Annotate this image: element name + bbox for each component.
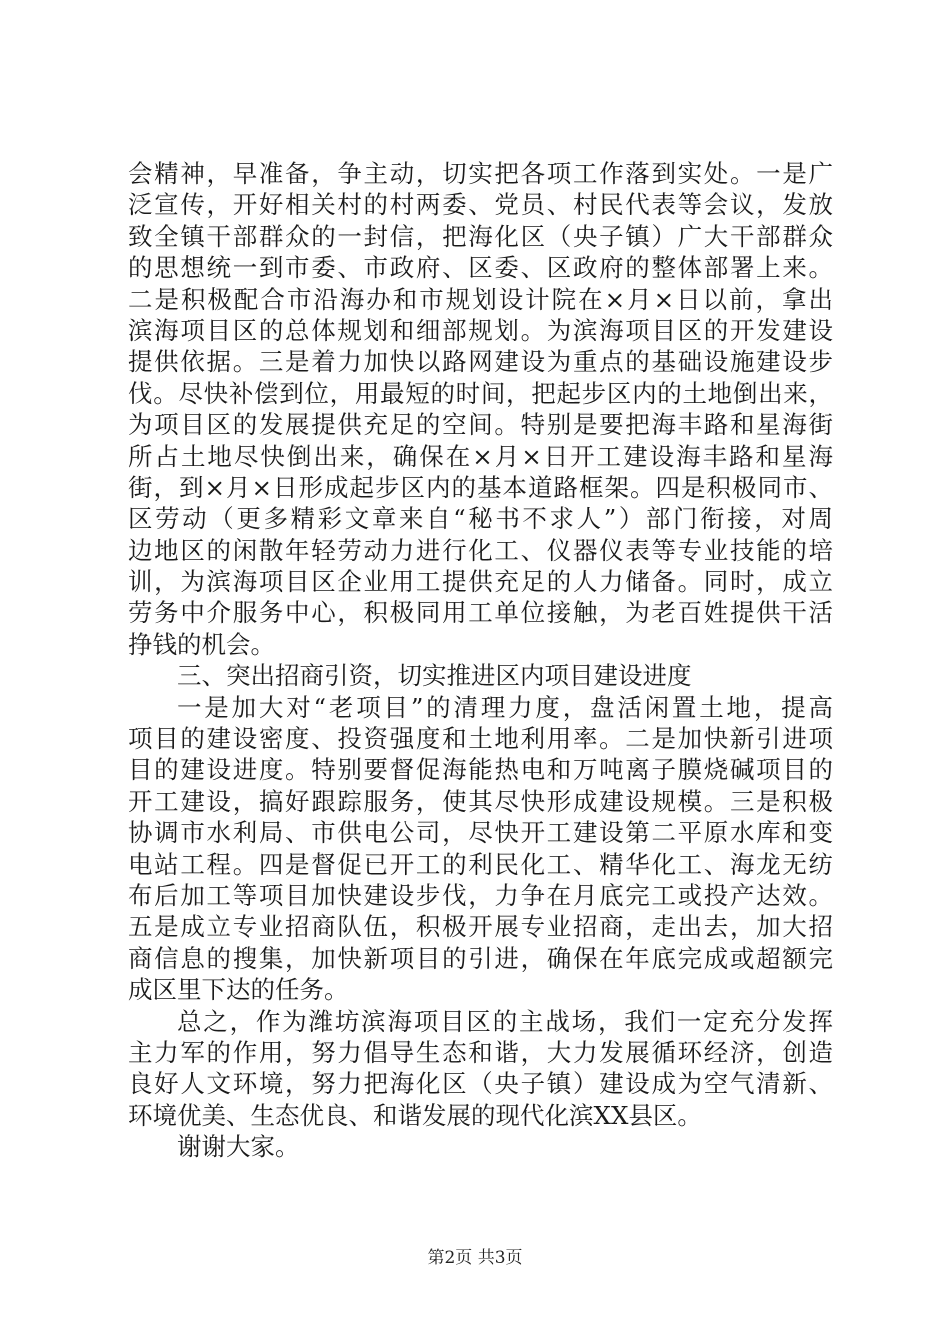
text-line: 致全镇干部群众的一封信，把海化区（央子镇）广大干部群众 [128,221,833,251]
text-line: 电站工程。四是督促已开工的利民化工、精华化工、海龙无纺 [128,849,833,879]
text-line: 三、突出招商引资，切实推进区内项目建设进度 [177,661,692,691]
text-line: 总之，作为潍坊滨海项目区的主战场，我们一定充分发挥 [177,1006,833,1036]
text-line: 的思想统一到市委、市政府、区委、区政府的整体部署上来。 [128,253,833,283]
paragraph [128,1006,833,1132]
text-line: 滨海项目区的总体规划和细部规划。为滨海项目区的开发建设 [128,315,833,345]
paragraph [128,692,833,1006]
text-line: 提供依据。三是着力加快以路网建设为重点的基础设施建设步 [128,347,833,377]
text-line: 成区里下达的任务。 [128,975,349,1005]
text-line: 街，到×月×日形成起步区内的基本道路框架。四是积极同市、 [128,472,833,502]
page-footer: 第2页 共3页 [427,1248,523,1268]
document-body [128,158,833,1163]
text-line: 协调市水利局、市供电公司，尽快开工建设第二平原水库和变 [128,818,833,848]
text-line: 挣钱的机会。 [128,629,275,659]
text-line: 所占土地尽快倒出来，确保在×月×日开工建设海丰路和星海 [128,441,833,471]
text-line: 边地区的闲散年轻劳动力进行化工、仪器仪表等专业技能的培 [128,535,833,565]
text-line: 环境优美、生态优良、和谐发展的现代化滨XX县区。 [128,1100,702,1130]
text-line: 布后加工等项目加快建设步伐，力争在月底完工或投产达效。 [128,880,833,910]
text-line: 二是积极配合市沿海办和市规划设计院在×月×日以前，拿出 [128,284,833,314]
text-line: 为项目区的发展提供充足的空间。特别是要把海丰路和星海街 [128,410,833,440]
text-line: 开工建设，搞好跟踪服务，使其尽快形成建设规模。三是积极 [128,786,833,816]
text-line: 区劳动（更多精彩文章来自“秘书不求人”）部门衔接，对周 [128,504,833,534]
text-line: 泛宣传，开好相关村的村两委、党员、村民代表等会议，发放 [128,190,833,220]
text-line: 谢谢大家。 [177,1132,300,1162]
text-line: 商信息的搜集，加快新项目的引进，确保在年底完成或超额完 [128,943,833,973]
text-line: 五是成立专业招商队伍，积极开展专业招商，走出去，加大招 [128,912,833,942]
text-line: 一是加大对“老项目”的清理力度，盘活闲置土地，提高 [177,692,833,722]
paragraph [128,1131,833,1162]
text-line: 项目的建设密度、投资强度和土地利用率。二是加快新引进项 [128,724,833,754]
text-line: 劳务中介服务中心，积极同用工单位接触，为老百姓提供干活 [128,598,833,628]
text-line: 目的建设进度。特别要督促海能热电和万吨离子膜烧碱项目的 [128,755,833,785]
text-line: 良好人文环境，努力把海化区（央子镇）建设成为空气清新、 [128,1069,833,1099]
text-line: 伐。尽快补偿到位，用最短的时间，把起步区内的土地倒出来， [128,378,833,408]
text-line: 会精神，早准备，争主动，切实把各项工作落到实处。一是广 [128,159,833,188]
text-line: 训，为滨海项目区企业用工提供充足的人力储备。同时，成立 [128,567,833,597]
paragraph [128,158,833,660]
text-line: 主力军的作用，努力倡导生态和谐，大力发展循环经济，创造 [128,1037,833,1067]
paragraph [128,660,833,691]
